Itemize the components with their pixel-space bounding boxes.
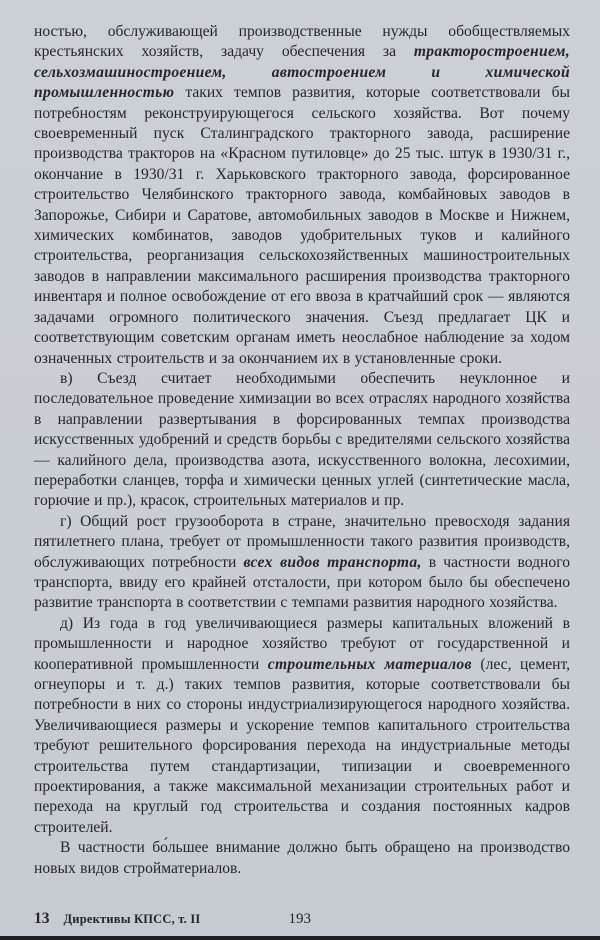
emphasis-run: тракторостроением, сельхозмашиностроением, автостроением и химической промышленностью [34, 43, 570, 102]
book-title: Директивы КПСС, т. II [63, 912, 201, 926]
paragraph [34, 512, 570, 614]
text-run: (лес, цемент, огнеупоры и т. д.) таких темпов развития, которые соответствовали бы потребности в них со стороны индустриализирующегося народного хозяйства. Увеличивающиеся размеры и ускорение темпов капитального строительства требуют решительного форсирования перехода на индустриальные методы строительства путем стандартизации, типизации и своевременного проектирования, а также максимальной механизации строительных работ и перехода на круглый год строительства и создания постоянных кадров строителей. [34, 655, 570, 836]
scan-bottom-edge [0, 936, 600, 940]
text-run: в частности водного транспорта, ввиду его крайней отсталости, при котором было бы обеспечено развитие транспорта в соответствии с темпами развития народного хозяйства. [34, 553, 570, 612]
paragraph [34, 838, 570, 879]
paragraph [34, 614, 570, 838]
text-run: д) Из года в год увеличивающиеся размеры капитальных вложений в промышленности и народное хозяйство требуют от государственной и кооперативной промышленности [34, 614, 570, 673]
text-block [34, 22, 570, 879]
page-footer [34, 910, 570, 930]
signature-mark: 13 [34, 910, 50, 927]
paragraph [34, 369, 570, 512]
text-run: ностью, обслуживающей производственные нужды обобществляемых крестьянских хозяйств, задачу обеспечения за [34, 23, 570, 61]
text-run: таких темпов развития, которые соответствовали бы потребностям реконструирующегося сельского хозяйства. Вот почему своевременный пуск Сталинградского тракторного завода, расширение производства тракторов на «Красном путиловце» до 25 тыс. штук в 1930/31 г., окончание в 1930/31 г. Харьковского тракторного завода, форсированное строительство Челябинского тракторного завода, комбайновых заводов в Запорожье, Сибири и Саратове, автомобильных заводов в Москве и Нижнем, химических комбинатов, заводов удобрительных туков и калийного строительства, реорганизация сельскохозяйственных машиностроительных заводов в направлении максимального расширения производства тракторного инвентаря и полное освобождение от его ввоза в кратчайший срок — являются задачами огромного политического значения. Съезд предлагает ЦК и соответствующим советским органам иметь неослабное наблюдение за ходом означенных строительств и за окончанием их в установленные сроки. [34, 84, 570, 367]
emphasis-run: строительных материалов [267, 655, 472, 673]
text-run: г) Общий рост грузооборота в стране, значительно превосходя задания пятилетнего плана, требует от промышленности такого развития производств, обслуживающих потребности [34, 512, 570, 571]
paragraph [34, 22, 570, 369]
text-run: В частности бо́льшее внимание должно быть обращено на производство новых видов стройматериалов. [34, 839, 570, 877]
emphasis-run: всех видов транспорта, [243, 553, 422, 571]
text-run: в) Съезд считает необходимыми обеспечить неуклонное и последовательное проведение химизации во всех отраслях народного хозяйства в направлении развертывания в форсированных темпах производства искусственных удобрений и средств борьбы с вредителями сельского хозяйства — калийного дела, производства азота, искусственного волокна, лесохимии, переработки сланцев, торфа и химически ценных углей (синтетические масла, горючие и пр.), красок, строительных материалов и пр. [34, 369, 570, 510]
page-number: 193 [288, 911, 311, 927]
